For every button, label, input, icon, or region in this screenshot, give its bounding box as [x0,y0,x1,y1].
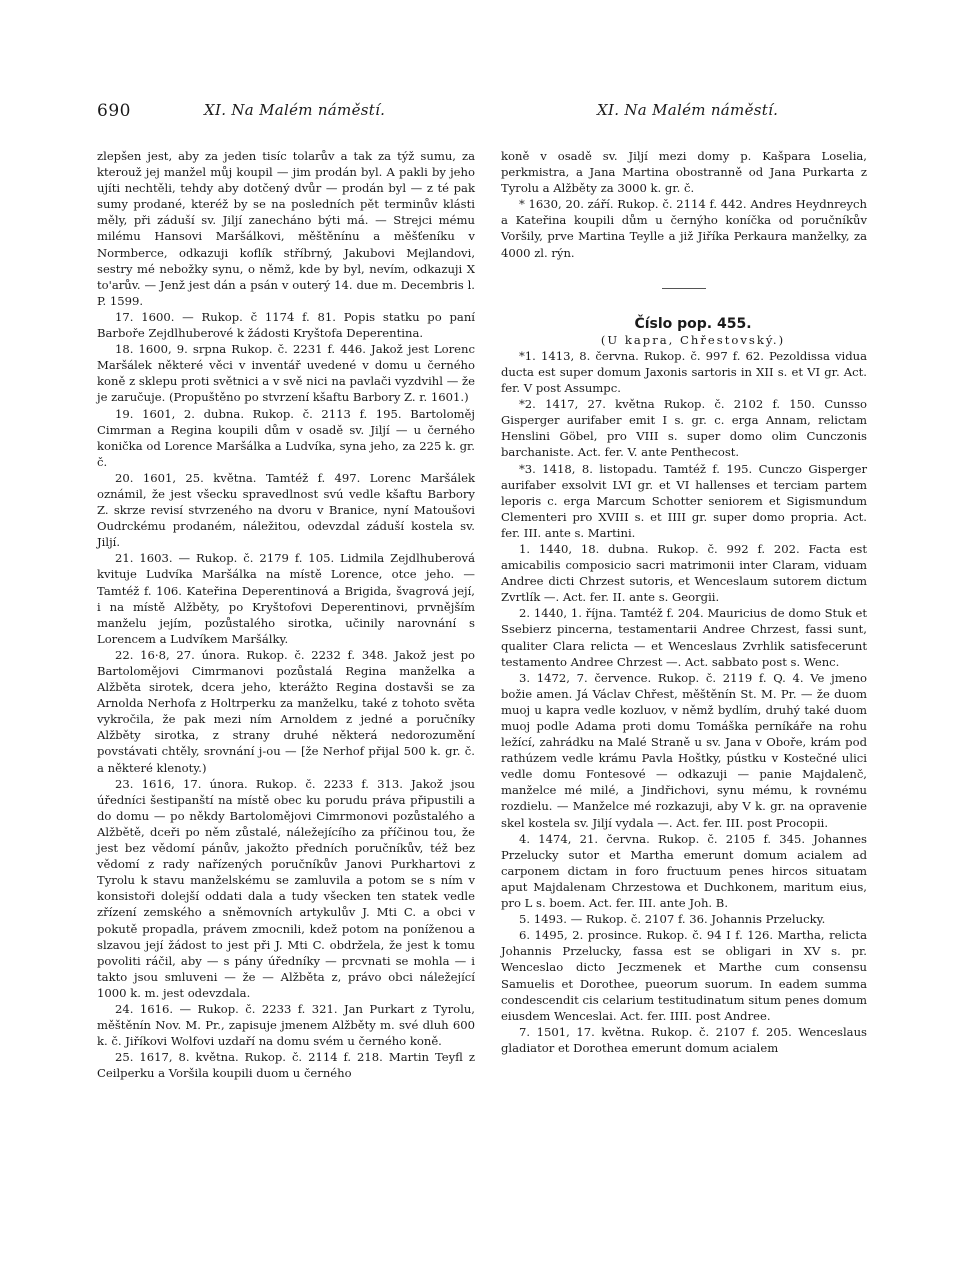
running-head-left: XI. Na Malém náměstí. [204,101,386,119]
entry-paragraph: *1. 1413, 8. června. Rukop. č. 997 f. 62. Pezoldissa vidua ducta est super domum Jaxonis sartoris in XII s. et VI gr. Act. fer. V post Assumpc. [501,348,867,396]
entry-paragraph: *3. 1418, 8. listopadu. Tamtéž f. 195. Cunczo Gisperger aurifaber exsolvit LVI gr. et VI hallenses et terciam partem leporis c. erga Marcum Schotter seniorem et Sigismundum Clementeri pro XVIII s. et IIII gr. super domo propria. Act. fer. III. ante s. Martini. [501,461,867,540]
entry-paragraph: 24. 1616. — Rukop. č. 2233 f. 321. Jan Purkart z Tyrolu, měštěnín Nov. M. Pr., zapisuje jmenem Alžběty m. své dluh 600 k. č. Jiříkovi Wolfovi uzdaří na domu svém u černého koně. [97,1001,475,1049]
entry-paragraph: 2. 1440, 1. října. Tamtéž f. 204. Mauricius de domo Stuk et Ssebierz pincerna, testamentarii Andree Chrzest, fassi sunt, qualiter Clara relicta — et Wenceslaus Zvrhlik satisfecerunt testamento Andree Chrzest —. Act. sabbato post s. Wenc. [501,606,867,669]
entry-paragraph: 6. 1495, 2. prosince. Rukop. č. 94 I f. 126. Martha, relicta Johannis Przelucky, fassa est se obligari in XV s. pr. Wenceslao dicto Jeczmenek et Marthe cum consensu Samuelis et Dorothee, pueorum suorum. In eadem summa condescendit cis celarium testitudinatum situm penes domum eiusdem Wenceslai. Act. fer. IIII. post Andree. [501,928,867,1023]
section-subheading: (U kapra, Chřestovský.) [600,332,786,347]
entry-paragraph: 21. 1603. — Rukop. č. 2179 f. 105. Lidmila Zejdlhuberová kvituje Ludvíka Maršálka na místě Lorence, otce jeho. — Tamtéž f. 106. Kateřina Deperentinová a Brigida, švagrová její, i na místě Alžběty, po Kryštofovi Deperentinovi, prvnějším manželu jejím, pozůstalého sirotka, učinily narovnání s Lorencem a Ludvíkem Maršálky. [97,551,475,646]
entry-paragraph: 18. 1600, 9. srpna Rukop. č. 2231 f. 446. Jakož jest Lorenc Maršálek některé věci v inventář uvedené v domu u černého koně z sklepu proti světnici a v svě nici na pavlači vyzdvihl — že je zaručuje. (Propuštěno po stvrzení kšaftu Barbory Z. r. 1601.) [97,342,475,405]
entry-paragraph: 5. 1493. — Rukop. č. 2107 f. 36. Johannis Przelucky. [519,912,826,927]
entry-paragraph: *2. 1417, 27. května Rukop. č. 2102 f. 150. Cunsso Gisperger aurifaber emit I s. gr. c. erga Annam, relictam Henslini Göbel, pro VIII s. super domo olim Cunczonis barchaniste. Act. fer. V. ante Penthecost. [501,397,867,460]
entry-paragraph: 1. 1440, 18. dubna. Rukop. č. 992 f. 202. Facta est amicabilis composicio sacri matrimonii inter Claram, viduam Andree dicti Chrzest sutoris, et Wenceslaum sutorem dictum Zvrtlík —. Act. fer. II. ante s. Georgii. [501,541,867,605]
entry-paragraph: 3. 1472, 7. července. Rukop. č. 2119 f. Q. 4. Ve jmeno božie amen. Já Václav Chřest, měštěnín St. M. Pr. — že duom muoj u kapra vedle kozluov, v němž bydlím, druhý také duom muoj podle Adama proti domu Tomáška perníkáře na rohu ležící, zahrádku na Malé Straně u sv. Jana v Oboře, krám pod rathúzem vedle krámu Pavla Hoštky, pústku v Kostečné ulici vedle domu Fontesové — odkazuji — panie Majdalenč, manželce mé milé, a Jindřichovi, synu mému, k rovnému rozdielu. — Manželce mé rozkazuji, aby V k. gr. na opravenie skel kostela sv. Jiljí vydala —. Act. fer. III. post Procopii. [501,670,867,830]
left-column [97,148,475,1081]
entry-paragraph: 19. 1601, 2. dubna. Rukop. č. 2113 f. 195. Bartoloměj Cimrman a Regina koupili dům v osadě sv. Jiljí — u černého konička od Lorence Maršálka a Ludvíka, syna jeho, za 225 k. gr. č. [97,406,475,469]
paragraph: zlepšen jest, aby za jeden tisíc tolarův a tak za týž sumu, za kterouž jej manžel můj koupil — jim prodán byl. A pakli by jeho ujíti nechtěli, tehdy aby dotčený dvůr — prodán byl — z té pak sumy prodané, kteréž by se na posledních pět terminův klásti měly, při záduší sv. Jiljí zanecháno býti má. — Strejci mému milému Hansovi Maršálkovi, měštěnínu a měšťeníku v Normberce, odkazuji koflík stříbrný, Jakubovi Mejlandovi, sestry mé nebožky synu, o němž, kde by byl, nevím, odkazuji X to'arův. — Jenž jest dán a psán v outerý 14. due m. Decembris l. P. 1599. [97,149,475,308]
section-divider [662,288,706,289]
page-number: 690 [97,101,131,121]
section-heading: Číslo pop. 455. [634,315,752,332]
entry-paragraph: 22. 16·8, 27. února. Rukop. č. 2232 f. 348. Jakož jest po Bartolomějovi Cimrmanovi pozůstalá Regina manželka a Alžběta sirotek, dcera jeho, kterážto Regina dostavši se za Arnolda Nerhofa z Holtrperku za manželku, také z tohoto světa vykročila, že pak mezi ním Arnoldem z jedné a poručníky Alžběty sirotka, z strany druhé některá nedorozumění povstávati chtěly, srovnání j-ou — [že Nerhof přijal 500 k. gr. č. a některé klenoty.) [97,647,475,775]
running-head-right: XI. Na Malém náměstí. [597,101,779,119]
entry-paragraph: 7. 1501, 17. května. Rukop. č. 2107 f. 205. Wenceslaus gladiator et Dorothea emerunt domum acialem [501,1024,867,1055]
right-column [501,148,867,1056]
entry-paragraph: 25. 1617, 8. května. Rukop. č. 2114 f. 218. Martin Teyfl z Ceilperku a Voršila koupili duom u černého [97,1050,475,1081]
entry-paragraph: 4. 1474, 21. června. Rukop. č. 2105 f. 345. Johannes Przelucky sutor et Martha emerunt domum acialem ad carponem dictam in foro fructuum penes hircos situatam aput Majdalenam Chrzestowa et Duchkonem, maritum eius, pro L s. boem. Act. fer. III. ante Joh. B. [501,831,867,911]
entry-paragraph: 20. 1601, 25. května. Tamtéž f. 497. Lorenc Maršálek oznámil, že jest všecku spravedlnost svú vedle kšaftu Barbory Z. skrze revisí stvrzeného na dvoru v Branice, nyní Matoušovi Oudrckému prodaném, náležitou, odevzdal záduší kostela sv. Jiljí. [97,470,475,550]
entry-paragraph: 17. 1600. — Rukop. č 1174 f. 81. Popis statku po paní Barboře Zejdlhuberové k žádosti Kryštofa Deperentina. [97,309,475,341]
entry-paragraph: 23. 1616, 17. února. Rukop. č. 2233 f. 313. Jakož jsou úředníci šestipanští na místě obec ku porudu práva připustili a do domu — po někdy Bartolomějovi Cimrmonovi pozůstalého a Alžbětě, dceři po něm zůstalé, náležejícího za příčinou tou, že jest bez vědomí pánův, jakožto předních poručníkův, též bez vědomí z rady nařízených poručníkův Janovi Purkhartovi z Tyrolu k stavu manželskému se zamluvila a potom se s ním v konsistoři dolejší oddati dala a tudy všecken ten statek vedle zřízení zemského a sněmovních artykulův J. Mti C. a obci v pokutě propadla, právem zmocnili, kdež potom na poníženou a slzavou její žádost to jest při J. Mti C. obdržela, že jest k tomu povoliti ráčil, aby — s pány úředníky — prcvnati se mohla — i takto jsou smluveni — že — Alžběta z, právo obci náležející 1000 k. m. jest odevzdala. [97,776,475,1000]
entry-paragraph: * 1630, 20. září. Rukop. č. 2114 f. 442. Andres Heydnreych a Kateřina koupili dům u černýho koníčka od poručníkův Voršily, prve Martina Teylle a již Jiříka Perkaura manželky, za 4000 zl. rýn. [501,197,867,260]
paragraph: koně v osadě sv. Jiljí mezi domy p. Kašpara Loselia, perkmistra, a Jana Martina obostranně od Jana Purkarta z Tyrolu a Alžběty za 3000 k. gr. č. [501,149,867,196]
